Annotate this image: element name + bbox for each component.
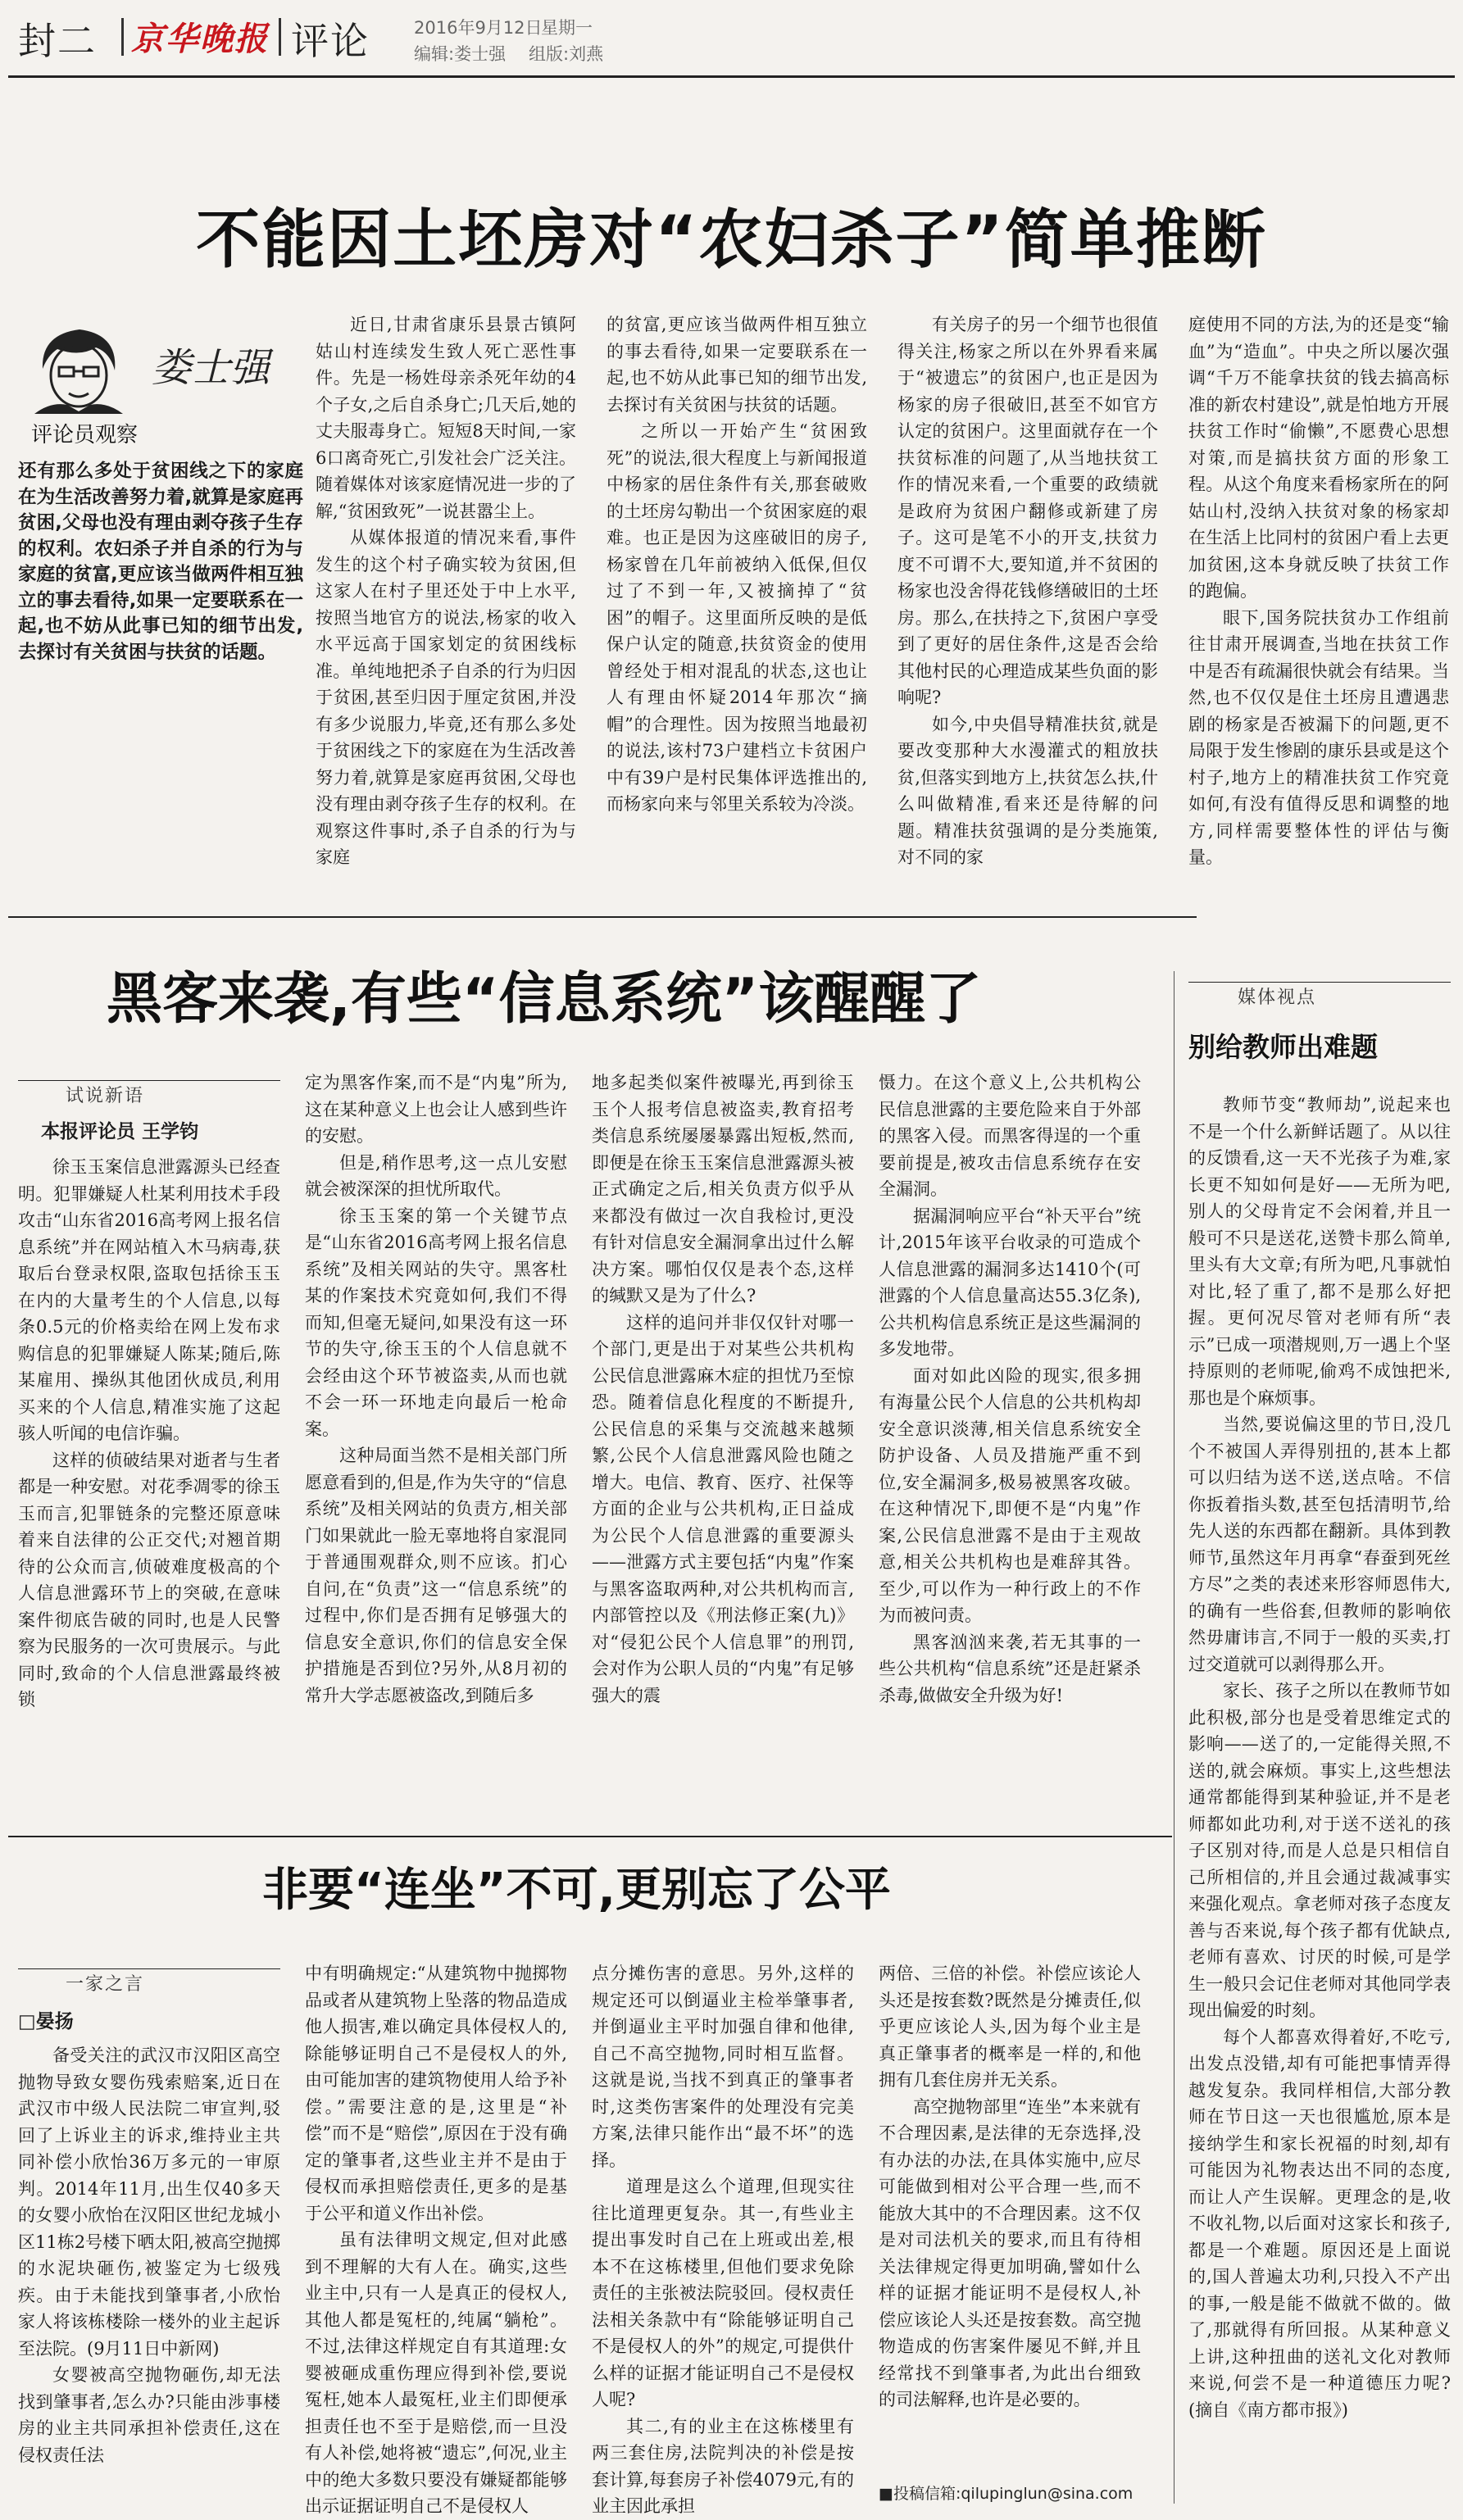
paragraph: 慑力。在这个意义上,公共机构公民信息泄露的主要危险来自于外部的黑客入侵。而黑客得逞的一个重要前提是,被攻击信息系统存在安全漏洞。: [879, 1073, 1141, 1199]
article-2-column-4: [879, 1069, 1141, 1823]
article-3-column-3: [592, 1960, 854, 2516]
column-tag: 试说新语: [66, 1086, 145, 1106]
layout-credit: 组版:刘燕: [529, 44, 604, 64]
issue-weekday: 星期一: [541, 18, 593, 38]
article-2-column-2: [305, 1069, 567, 1823]
column-tag-rule: [18, 1080, 280, 1081]
paragraph: 这样的侦破结果对逝者与生者都是一种安慰。对花季凋零的徐玉玉而言,犯罪链条的完整还原意味着来自法律的公正交代;对翘首期待的公众而言,侦破难度极高的个人信息泄露环节上的突破,在意味案件彻底告破的同时,也是人民警察为民服务的一次可贵展示。与此同时,致命的个人信息泄露最终被锁: [18, 1450, 280, 1710]
article-3-title: 非要“连坐”不可,更别忘了公平: [262, 1864, 891, 1917]
page-label: 评论: [291, 19, 370, 63]
article-3-byline: □晏扬: [18, 2011, 74, 2032]
header-rule: [8, 75, 1455, 78]
article-1-column-1: [316, 311, 576, 893]
paragraph: 女婴被高空抛物砸伤,却无法找到肇事者,怎么办?只能由涉事楼房的业主共同承担补偿责任,这在侵权责任法: [18, 2365, 280, 2465]
paragraph: 徐玉玉案的第一个关键节点是“山东省2016高考网上报名信息系统”及相关网站的失守。黑客杜某的作案技术究竟如何,我们不得而知,但毫无疑问,如果没有这一环节的失守,徐玉玉的个人信息就不会经由这个环节被盗卖,从而也就不会一环一环地走向最后一枪命案。: [305, 1206, 567, 1439]
sidebar-kicker: 媒体视点: [1238, 988, 1317, 1008]
newspaper-logo: 京华晚报: [131, 20, 269, 58]
submission-email-address[interactable]: qilupinglun@sina.com: [961, 2485, 1134, 2503]
paragraph: 但是,稍作思考,这一点儿安慰就会被深深的担忧所取代。: [305, 1152, 567, 1199]
paragraph: 备受关注的武汉市汉阳区高空抛物导致女婴伤残索赔案,近日在武汉市中级人民法院二审宣判,驳回了上诉业主的诉求,维持业主共同补偿小欣怡36万多元的一审原判。2014年11月,出生仅40多天的女婴小欣怡在汉阳区世纪龙城小区11栋2号楼下晒太阳,被高空抛掷的水泥块砸伤,被鉴定为七级残疾。由于未能找到肇事者,小欣怡家人将该栋楼除一楼外的业主起诉至法院。(9月11日中新网): [18, 2046, 280, 2359]
paragraph: 教师节变“教师劫”,说起来也不是一个什么新鲜话题了。从以往的反馈看,这一天不光孩子为难,家长更不知如何是好——无所为吧,别人的父母肯定不会闲着,并且一般可不只是送花,送赞卡那么简单,里头有大文章;有所为吧,凡事就怕对比,轻了重了,都不是那么好把握。更何况尽管对老师有所“表示”已成一项潜规则,万一遇上个坚持原则的老师呢,偷鸡不成蚀把米,那也是个麻烦事。: [1188, 1095, 1451, 1408]
column-name: 评论员观察: [31, 423, 139, 447]
paragraph: 据漏洞响应平台“补天平台”统计,2015年该平台收录的可造成个人信息泄露的漏洞多达1410个(可泄露的个人信息量高达55.3亿条),公共机构信息系统正是这些漏洞的多发地带。: [879, 1206, 1141, 1359]
columnist-signature: 娄士强: [152, 345, 270, 391]
paragraph: 近日,甘肃省康乐县景古镇阿姑山村连续发生致人死亡恶性事件。先是一杨姓母亲杀死年幼的4个子女,之后自杀身亡;几天后,她的丈夫服毒身亡。短短8天时间,一家6口离奇死亡,引发社会广泛关注。随着媒体对该家庭情况进一步的了解,“贫困致死”一说甚嚣尘上。: [316, 315, 576, 521]
paragraph: 眼下,国务院扶贫办工作组前往甘肃开展调查,当地在扶贫工作中是否有疏漏很快就会有结果。当然,也不仅仅是住土坯房且遭遇悲剧的杨家是否被漏下的问题,更不局限于发生惨剧的康乐县或是这个村子,地方上的精准扶贫工作究竟如何,有没有值得反思和调整的地方,同样需要整体性的评估与衡量。: [1188, 607, 1449, 867]
article-2-byline: 本报评论员 王学钧: [41, 1121, 199, 1142]
paragraph: 从媒体报道的情况来看,事件发生的这个村子确实较为贫困,但这家人在村子里还处于中上水平,按照当地官方的说法,杨家的收入水平远高于国家划定的贫困线标准。单纯地把杀子自杀的行为归因于贫困,甚至归因于厘定贫困,并没有多少说服力,毕竟,还有那么多处于贫困线之下的家庭在为生活改善努力着,就算是家庭再贫困,父母也没有理由剥夺孩子生存的权利。在观察这件事时,杀子自杀的行为与家庭: [316, 528, 576, 867]
section-rule: [8, 916, 1197, 918]
sidebar-kicker-rule: [1188, 982, 1451, 983]
section-rule: [8, 1836, 1172, 1837]
article-1-summary: 还有那么多处于贫困线之下的家庭在为生活改善努力着,就算是家庭再贫困,父母也没有理由剥夺孩子生存的权利。农妇杀子并自杀的行为与家庭的贫富,更应该当做两件相互独立的事去看待,如果一定要联系在一起,也不妨从此事已知的细节出发,去探讨有关贫困与扶贫的话题。: [18, 461, 303, 663]
article-1-title: 不能因土坯房对“农妇杀子”简单推断: [196, 203, 1267, 277]
paragraph: 其二,有的业主在这栋楼里有两三套住房,法院判决的补偿是按套计算,每套房子补偿4079元,有的业主因此承担: [592, 2416, 854, 2516]
paragraph: 如今,中央倡导精准扶贫,就是要改变那种大水漫灌式的粗放扶贫,但落实到地方上,扶贫怎么扶,什么叫做精准,看来还是待解的问题。精准扶贫强调的是分类施策,对不同的家: [897, 714, 1158, 867]
article-3-column-1: [18, 2042, 280, 2505]
article-2-column-1: [18, 1154, 280, 1824]
paragraph: 点分摊伤害的意思。另外,这样的规定还可以倒逼业主检举肇事者,并倒逼业主平时加强自律和他律,自己不高空抛物,同时相互监督。这就是说,当找不到真正的肇事者时,这类伤害案件的处理没有完美方案,法律只能作出“最不坏”的选择。: [592, 1964, 854, 2170]
article-3-column-2: [305, 1960, 567, 2516]
sidebar-title: 别给教师出难题: [1188, 1031, 1378, 1063]
paragraph: 当然,要说偏这里的节日,没几个不被国人弄得别扭的,甚本上都可以归结为送不送,送点啥。不信你扳着指头数,甚至包括清明节,给先人送的东西都在翻新。具体到教师节,虽然这年月再拿“春蚕到死丝方尽”之类的表述来形容师恩伟大,的确有一些俗套,但教师的影响依然毋庸讳言,不同于一般的买卖,打过交道就可以剥得那么开。: [1188, 1414, 1451, 1674]
paragraph: 这种局面当然不是相关部门所愿意看到的,但是,作为失守的“信息系统”及相关网站的负责方,相关部门如果就此一脸无辜地将自家混同于普通围观群众,则不应该。扪心自问,在“负责”这一“信息系统”的过程中,你们是否拥有足够强大的信息安全意识,你们的信息安全保护措施是否到位?另外,从8月初的常升大学志愿被盗改,到随后多: [305, 1446, 567, 1705]
paragraph: 庭使用不同的方法,为的还是变“输血”为“造血”。中央之所以屡次强调“千万不能拿扶贫的钱去搞高标准的新农村建设”,就是怕地方开展扶贫工作时“偷懒”,不愿费心思想对策,而是搞扶贫方面的形象工程。从这个角度来看杨家所在的阿姑山村,没纳入扶贫对象的杨家却在生活上比同村的贫困户看上去更加贫困,这本身就反映了扶贫工作的跑偏。: [1188, 315, 1449, 601]
paragraph: 两倍、三倍的补偿。补偿应该论人头还是按套数?既然是分摊责任,似乎更应该论人头,因为每个业主是真正肇事者的概率是一样的,和他拥有几套住房并无关系。: [879, 1964, 1141, 2090]
paragraph: 黑客汹汹来袭,若无其事的一些公共机构“信息系统”还是赶紧杀杀毒,做做安全升级为好!: [879, 1632, 1141, 1705]
section-label: 封二: [18, 19, 97, 63]
paragraph: 每个人都喜欢得着好,不吃亏,出发点没错,却有可能把事情弄得越发复杂。我同样相信,大部分教师在节日这一天也很尴尬,原本是接纳学生和家长祝福的时刻,却有可能因为礼物表达出不同的态度,而让人产生误解。更理念的是,收不收礼物,以后面对这家长和孩子,都是一个难题。原因还是上面说的,国人普遍太功利,只投入不产出的事,一般是能不做就不做的。做了,那就得有所回报。从某种意义上讲,这种扭曲的送礼文化对教师来说,何尝不是一种道德压力呢?(摘自《南方都市报》): [1188, 2027, 1451, 2420]
paragraph: 虽有法律明文规定,但对此感到不理解的大有人在。确实,这些业主中,只有一人是真正的侵权人,其他人都是冤枉的,纯属“躺枪”。不过,法律这样规定自有其道理:女婴被砸成重伤理应得到补偿,要说冤枉,她本人最冤枉,业主们即便承担责任也不至于是赔偿,而一旦没有人补偿,她将被“遗忘”,何况,业主中的绝大多数只要没有嫌疑都能够出示证据证明自己不是侵权人: [305, 2230, 567, 2516]
paragraph: 地多起类似案件被曝光,再到徐玉玉个人报考信息被盗卖,教育招考类信息系统屡屡暴露出短板,然而,即便是在徐玉玉案信息泄露源头被正式确定之后,相关负责方似乎从来都没有做过一次自我检讨,更没有针对信息安全漏洞拿出过什么解决方案。哪怕仅仅是表个态,这样的缄默又是为了什么?: [592, 1073, 854, 1305]
paragraph: 有关房子的另一个细节也很值得关注,杨家之所以在外界看来属于“被遗忘”的贫困户,也正是因为杨家的房子很破旧,甚至不如官方认定的贫困户。这里面就存在一个扶贫标准的问题了,从当地扶贫工作的情况来看,一个重要的政绩就是政府为贫困户翻修或新建了房子。这可是笔不小的开支,扶贫力度不可谓不大,要知道,并不贫困的杨家也没舍得花钱修缮破旧的土坯房。那么,在扶持之下,贫困户享受到了更好的居住条件,这是否会给其他村民的心理造成某些负面的影响呢?: [897, 315, 1158, 707]
article-1-column-2: [607, 311, 867, 893]
paragraph: 定为黑客作案,而不是“内鬼”所为,这在某种意义上也会让人感到些许的安慰。: [305, 1073, 567, 1146]
header-divider: [279, 18, 281, 56]
sidebar-column: [1188, 1092, 1451, 2505]
masthead: [0, 0, 1463, 74]
article-1-column-3: [897, 311, 1158, 893]
submission-email: [879, 2481, 1133, 2504]
article-2-column-3: [592, 1069, 854, 1823]
paragraph: 这样的追问并非仅仅针对哪一个部门,更是出于对某些公共机构公民信息泄露麻木症的担忧乃至惊恐。随着信息化程度的不断提升,公民信息的采集与交流越来越频繁,公民个人信息泄露风险也随之增大。电信、教育、医疗、社保等方面的企业与公共机构,正日益成为公民个人信息泄露的重要源头——泄露方式主要包括“内鬼”作案与黑客盗取两种,对公共机构而言,内部管控以及《刑法修正案(九)》对“侵犯公民个人信息罪”的刑罚,会对作为公职人员的“内鬼”有足够强大的震: [592, 1312, 854, 1705]
paragraph: 面对如此凶险的现实,很多拥有海量公民个人信息的公共机构却安全意识淡薄,相关信息系统安全防护设备、人员及措施严重不到位,安全漏洞多,极易被黑客攻破。在这种情况下,即便不是“内鬼”作案,公民信息泄露不是由于主观故意,相关公共机构也是难辞其咎。至少,可以作为一种行政上的不作为而被问责。: [879, 1365, 1141, 1625]
paragraph: 之所以一开始产生“贫困致死”的说法,很大程度上与新闻报道中杨家的居住条件有关,那套破败的土坯房勾勒出一个贫困家庭的艰难。也正是因为这座破旧的房子,杨家曾在几年前被纳入低保,但仅过了不到一年,又被摘掉了“贫困”的帽子。这里面所反映的是低保户认定的随意,扶贫资金的使用曾经处于相对混乱的状态,这也让人有理由怀疑2014年那次“摘帽”的合理性。因为按照当地最初的说法,该村73户建档立卡贫困户中有39户是村民集体评选推出的,而杨家向来与邻里关系较为冷淡。: [607, 421, 867, 814]
paragraph: 的贫富,更应该当做两件相互独立的事去看待,如果一定要联系在一起,也不妨从此事已知的细节出发,去探讨有关贫困与扶贫的话题。: [607, 315, 867, 415]
editor-credit: 编辑:娄士强: [414, 44, 507, 64]
article-1-column-4: [1188, 311, 1449, 893]
issue-date: 2016年9月12日: [414, 18, 543, 38]
paragraph: 家长、孩子之所以在教师节如此积极,部分也是受着思维定式的影响——送了的,一定能得关照,不送的,就会麻烦。事实上,这些想法通常都能得到某种验证,并不是老师都如此功利,对于送不送礼的孩子区别对待,而是人总是只相信自己所相信的,并且会通过裁减事实来强化观点。拿老师对孩子态度友善与否来说,每个孩子都有优缺点,老师有喜欢、讨厌的时候,可是学生一般只会记住老师对其他同学表现出偏爱的时刻。: [1188, 1681, 1451, 2020]
header-divider: [121, 18, 124, 56]
columnist-portrait: [18, 320, 141, 414]
paragraph: 徐玉玉案信息泄露源头已经查明。犯罪嫌疑人杜某利用技术手段攻击“山东省2016高考网上报名信息系统”并在网站植入木马病毒,获取后台登录权限,盗取包括徐玉玉在内的大量考生的个人信息,以每条0.5元的价格卖给在网上发布求购信息的犯罪嫌疑人陈某;随后,陈某雇用、操纵其他团伙成员,利用买来的个人信息,精准实施了这起骇人听闻的电信诈骗。: [18, 1157, 280, 1443]
submission-email-label: ■投稿信箱:: [879, 2485, 961, 2503]
column-tag: 一家之言: [66, 1974, 145, 1995]
column-tag-rule: [18, 1968, 280, 1969]
paragraph: 高空抛物部里“连坐”本来就有不合理因素,是法律的无奈选择,没有办法的办法,在具体实施中,应尽可能做到相对公平合理一些,而不能放大其中的不合理因素。这不仅是对司法机关的要求,而且有待相关法律规定得更加明确,譬如什么样的证据才能证明不是侵权人,补偿应该论人头还是按套数。高空抛物造成的伤害案件屡见不鲜,并且经常找不到肇事者,为此出台细致的司法解释,也许是必要的。: [879, 2096, 1141, 2409]
article-3-column-4: [879, 1960, 1141, 2472]
paragraph: 道理是这么个道理,但现实往往比道理更复杂。其一,有些业主提出事发时自己在上班或出差,根本不在这栋楼里,但他们要求免除责任的主张被法院驳回。侵权责任法相关条款中有“除能够证明自己不是侵权人的外”的规定,可提供什么样的证据才能证明自己不是侵权人呢?: [592, 2177, 854, 2409]
paragraph: 中有明确规定:“从建筑物中抛掷物品或者从建筑物上坠落的物品造成他人损害,难以确定具体侵权人的,除能够证明自己不是侵权人的外,由可能加害的建筑物使用人给予补偿。”需要注意的是,这里是“补偿”而不是“赔偿”,原因在于没有确定的肇事者,这些业主并不是由于侵权而承担赔偿责任,更多的是基于公平和道义作出补偿。: [305, 1964, 567, 2223]
article-2-title: 黑客来袭,有些“信息系统”该醒醒了: [107, 967, 982, 1032]
